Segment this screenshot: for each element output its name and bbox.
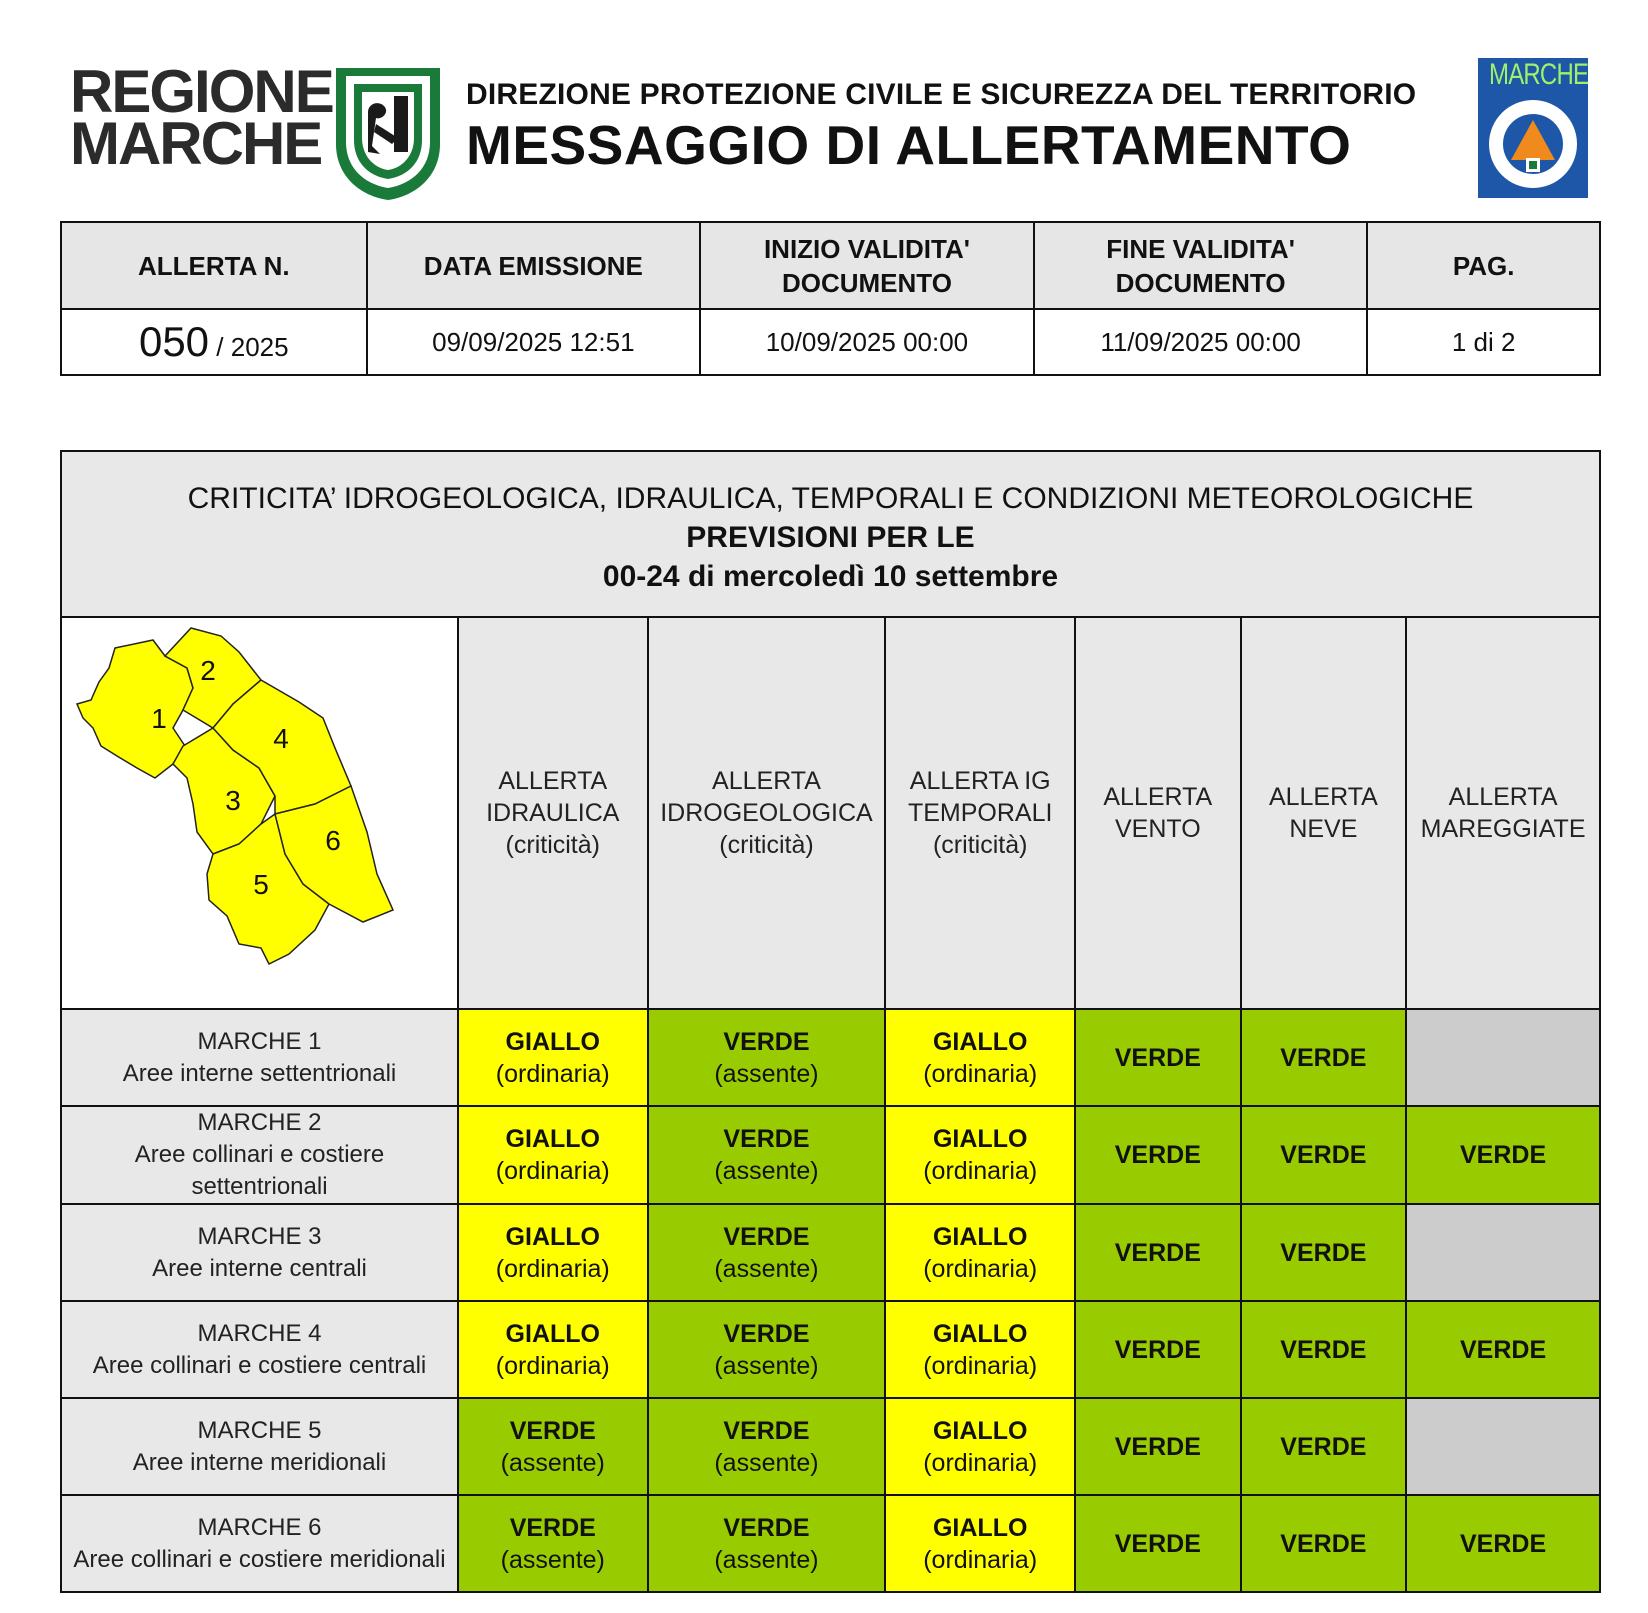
- alert-level: VERDE: [1280, 1043, 1367, 1072]
- alert-cell-neve: [1241, 1009, 1407, 1106]
- document-info-table: [60, 221, 1601, 376]
- zone-row: [61, 1009, 1600, 1106]
- alert-cell-vento: [1075, 1301, 1241, 1398]
- alert-criticity: (ordinaria): [923, 1351, 1038, 1380]
- allerta-year: / 2025: [216, 332, 289, 362]
- zone-description: Aree interne meridionali: [132, 1448, 387, 1476]
- map-label-4: 4: [273, 723, 289, 754]
- alert-cell-neve: [1241, 1204, 1407, 1301]
- alert-cell-temporali: [885, 1301, 1075, 1398]
- zone-label: [61, 1398, 458, 1495]
- zone-description: Aree collinari e costiere centrali: [92, 1351, 427, 1379]
- zone-row: [61, 1398, 1600, 1495]
- zone-name: MARCHE 4: [197, 1319, 322, 1347]
- alert-level: VERDE: [723, 1416, 810, 1445]
- alert-cell-mareggiate: [1406, 1106, 1600, 1204]
- zone-name: MARCHE 6: [197, 1513, 322, 1541]
- protezione-civile-emblem-icon: [1478, 58, 1588, 198]
- info-value-row: [61, 309, 1600, 375]
- alert-criticity: (ordinaria): [495, 1157, 610, 1185]
- column-header-line: (criticità): [505, 831, 600, 859]
- brand-line-2: MARCHE: [70, 110, 322, 177]
- alert-criticity: (ordinaria): [923, 1545, 1038, 1574]
- pagina-value: 1 di 2: [1367, 309, 1600, 375]
- alert-cell-idraulica: [458, 1009, 648, 1106]
- alert-cell-temporali: [885, 1398, 1075, 1495]
- protezione-civile-logo: [1478, 58, 1588, 198]
- alert-level: VERDE: [723, 1125, 810, 1153]
- alert-criticity: (ordinaria): [923, 1448, 1038, 1477]
- alert-level: VERDE: [509, 1416, 596, 1445]
- alert-level: VERDE: [1280, 1141, 1367, 1169]
- alert-cell-temporali: [885, 1106, 1075, 1204]
- header-inizio-line-2: DOCUMENTO: [781, 267, 952, 298]
- alert-level: GIALLO: [932, 1222, 1028, 1251]
- alert-level: VERDE: [509, 1513, 596, 1542]
- alert-cell-neve: [1241, 1301, 1407, 1398]
- alert-criticity: (ordinaria): [923, 1157, 1038, 1185]
- data-emissione-value: 09/09/2025 12:51: [367, 309, 701, 375]
- column-header-vento: [1075, 617, 1241, 1009]
- alert-cell-idrogeologica: [648, 1009, 886, 1106]
- alert-level: VERDE: [1460, 1335, 1547, 1364]
- marche-zones-map: [63, 618, 456, 1003]
- zone-label: [61, 1204, 458, 1301]
- allerta-number: [61, 309, 367, 375]
- alert-level: GIALLO: [932, 1319, 1028, 1348]
- header-allerta-num: ALLERTA N.: [61, 222, 367, 309]
- column-header-mareggiate: [1406, 617, 1600, 1009]
- brand-wordmark: [70, 58, 333, 177]
- alert-cell-idrogeologica: [648, 1495, 886, 1592]
- column-header-idraulica: [458, 617, 648, 1009]
- zone-description: Aree collinari e costiere settentrionali: [134, 1141, 385, 1200]
- zone-name: MARCHE 3: [197, 1222, 322, 1250]
- alert-cell-idraulica: [458, 1301, 648, 1398]
- regione-shield-icon: [332, 66, 444, 202]
- alert-criticity: (assente): [714, 1059, 819, 1088]
- zone-row: [61, 1106, 1600, 1204]
- alert-cell-idrogeologica: [648, 1204, 886, 1301]
- column-header-line: ALLERTA: [498, 767, 608, 795]
- alert-cell-mareggiate: [1406, 1301, 1600, 1398]
- header-fine-validita: [1034, 222, 1368, 309]
- alert-level: VERDE: [1114, 1529, 1201, 1558]
- column-header-line: NEVE: [1289, 815, 1358, 843]
- column-header-temporali: [885, 617, 1075, 1009]
- zone-row: [61, 1204, 1600, 1301]
- alert-level: GIALLO: [932, 1416, 1028, 1445]
- alert-cell-temporali: [885, 1495, 1075, 1592]
- alert-cell-neve: [1241, 1106, 1407, 1204]
- map-label-2: 2: [200, 655, 216, 686]
- alert-cell-mareggiate: [1406, 1398, 1600, 1495]
- alert-level: VERDE: [1114, 1432, 1201, 1461]
- header-inizio-line-1: INIZIO VALIDITA': [763, 233, 970, 264]
- column-header-line: ALLERTA: [1268, 783, 1378, 811]
- alert-level: VERDE: [1460, 1141, 1547, 1169]
- alert-cell-mareggiate: [1406, 1009, 1600, 1106]
- alert-level: GIALLO: [932, 1513, 1028, 1542]
- alert-level: VERDE: [1280, 1432, 1367, 1461]
- map-label-3: 3: [225, 785, 241, 816]
- zone-label: [61, 1009, 458, 1106]
- document-title: MESSAGGIO DI ALLERTAMENTO: [466, 114, 1352, 176]
- alert-level: VERDE: [1114, 1043, 1201, 1072]
- alert-table: [60, 450, 1601, 1593]
- map-label-5: 5: [253, 869, 269, 900]
- alert-level: VERDE: [723, 1319, 810, 1348]
- alert-criticity: (assente): [714, 1254, 819, 1283]
- alert-cell-vento: [1075, 1106, 1241, 1204]
- alert-criticity: (ordinaria): [923, 1254, 1038, 1283]
- column-header-line: MAREGGIATE: [1420, 815, 1586, 843]
- alert-criticity: (assente): [714, 1157, 819, 1185]
- column-header-line: ALLERTA: [1103, 783, 1213, 811]
- map-label-6: 6: [325, 825, 341, 856]
- info-header-row: [61, 222, 1600, 309]
- alert-level: VERDE: [1280, 1529, 1367, 1558]
- alert-cell-mareggiate: [1406, 1495, 1600, 1592]
- zone-row: [61, 1301, 1600, 1398]
- alert-criticity: (assente): [714, 1545, 819, 1574]
- department-name: DIREZIONE PROTEZIONE CIVILE E SICUREZZA DEL TERRITORIO: [466, 78, 1417, 111]
- alert-cell-idraulica: [458, 1495, 648, 1592]
- alert-criticity: (assente): [500, 1448, 605, 1477]
- zone-description: Aree collinari e costiere meridionali: [73, 1545, 446, 1573]
- alert-criticity: (ordinaria): [495, 1351, 610, 1380]
- pc-logo-title: MARCHE: [1489, 58, 1589, 91]
- alert-cell-vento: [1075, 1009, 1241, 1106]
- column-header-line: VENTO: [1114, 815, 1201, 843]
- column-header-line: IDRAULICA: [486, 799, 620, 827]
- column-header-line: ALLERTA IG: [909, 767, 1051, 795]
- alert-cell-idrogeologica: [648, 1106, 886, 1204]
- alert-level: GIALLO: [505, 1319, 600, 1348]
- alert-cell-vento: [1075, 1398, 1241, 1495]
- alert-level: VERDE: [723, 1027, 810, 1056]
- column-header-row: [61, 617, 1600, 1009]
- zone-name: MARCHE 1: [197, 1027, 322, 1055]
- alert-level: GIALLO: [932, 1027, 1028, 1056]
- alert-criticity: (assente): [714, 1351, 819, 1380]
- alert-cell-vento: [1075, 1495, 1241, 1592]
- alert-cell-neve: [1241, 1495, 1407, 1592]
- forecast-line-2: PREVISIONI PER LE: [686, 520, 975, 554]
- alert-cell-idraulica: [458, 1204, 648, 1301]
- header-pagina: PAG.: [1367, 222, 1600, 309]
- column-header-line: IDROGEOLOGICA: [660, 799, 873, 827]
- regione-marche-logo: [70, 58, 470, 206]
- map-label-1: 1: [151, 703, 167, 734]
- alert-criticity: (ordinaria): [923, 1059, 1038, 1088]
- brand-line-1: REGIONE: [70, 58, 333, 125]
- header-data-emissione: DATA EMISSIONE: [367, 222, 701, 309]
- column-header-neve: [1241, 617, 1407, 1009]
- forecast-title: [61, 451, 1600, 617]
- forecast-line-1: CRITICITA’ IDROGEOLOGICA, IDRAULICA, TEMPORALI E CONDIZIONI METEOROLOGICHE: [187, 481, 1474, 515]
- zones-map: [61, 617, 458, 1009]
- column-header-line: TEMPORALI: [907, 799, 1053, 827]
- alert-criticity: (ordinaria): [495, 1059, 610, 1088]
- zone-row: [61, 1495, 1600, 1592]
- column-header-line: (criticità): [932, 831, 1028, 859]
- alert-criticity: (assente): [500, 1545, 605, 1574]
- alert-criticity: (assente): [714, 1448, 819, 1477]
- alert-level: GIALLO: [505, 1027, 600, 1056]
- alert-level: VERDE: [1114, 1238, 1201, 1267]
- header-fine-line-1: FINE VALIDITA': [1106, 233, 1295, 264]
- alert-cell-vento: [1075, 1204, 1241, 1301]
- alert-cell-mareggiate: [1406, 1204, 1600, 1301]
- alert-cell-idrogeologica: [648, 1398, 886, 1495]
- zone-label: [61, 1106, 458, 1204]
- alert-level: VERDE: [1280, 1335, 1367, 1364]
- alert-criticity: (ordinaria): [495, 1254, 610, 1283]
- header-inizio-validita: [700, 222, 1034, 309]
- zone-name: MARCHE 2: [197, 1109, 322, 1136]
- alert-level: VERDE: [723, 1513, 810, 1542]
- alert-cell-idraulica: [458, 1398, 648, 1495]
- header-fine-line-2: DOCUMENTO: [1115, 267, 1286, 298]
- forecast-title-row: [61, 451, 1600, 617]
- forecast-line-3: 00-24 di mercoledì 10 settembre: [602, 559, 1059, 593]
- alert-level: GIALLO: [932, 1125, 1028, 1153]
- alert-level: VERDE: [1114, 1335, 1201, 1364]
- fine-validita-value: 11/09/2025 00:00: [1034, 309, 1368, 375]
- alert-level: VERDE: [723, 1222, 810, 1251]
- alert-cell-temporali: [885, 1204, 1075, 1301]
- alert-cell-temporali: [885, 1009, 1075, 1106]
- column-header-line: (criticità): [719, 831, 814, 859]
- allerta-number-value: 050: [138, 318, 210, 365]
- alert-cell-neve: [1241, 1398, 1407, 1495]
- zone-label: [61, 1495, 458, 1592]
- alert-level: VERDE: [1114, 1141, 1201, 1169]
- zone-description: Aree interne settentrionali: [122, 1059, 397, 1087]
- column-header-line: ALLERTA: [1448, 783, 1558, 811]
- alert-level: GIALLO: [505, 1125, 600, 1153]
- zone-label: [61, 1301, 458, 1398]
- alert-level: VERDE: [1280, 1238, 1367, 1267]
- alert-cell-idrogeologica: [648, 1301, 886, 1398]
- inizio-validita-value: 10/09/2025 00:00: [700, 309, 1034, 375]
- alert-cell-idraulica: [458, 1106, 648, 1204]
- alert-level: VERDE: [1460, 1529, 1547, 1558]
- alert-level: GIALLO: [505, 1222, 600, 1251]
- zone-name: MARCHE 5: [197, 1416, 322, 1444]
- column-header-idrogeologica: [648, 617, 886, 1009]
- column-header-line: ALLERTA: [712, 767, 821, 795]
- zone-description: Aree interne centrali: [152, 1254, 367, 1282]
